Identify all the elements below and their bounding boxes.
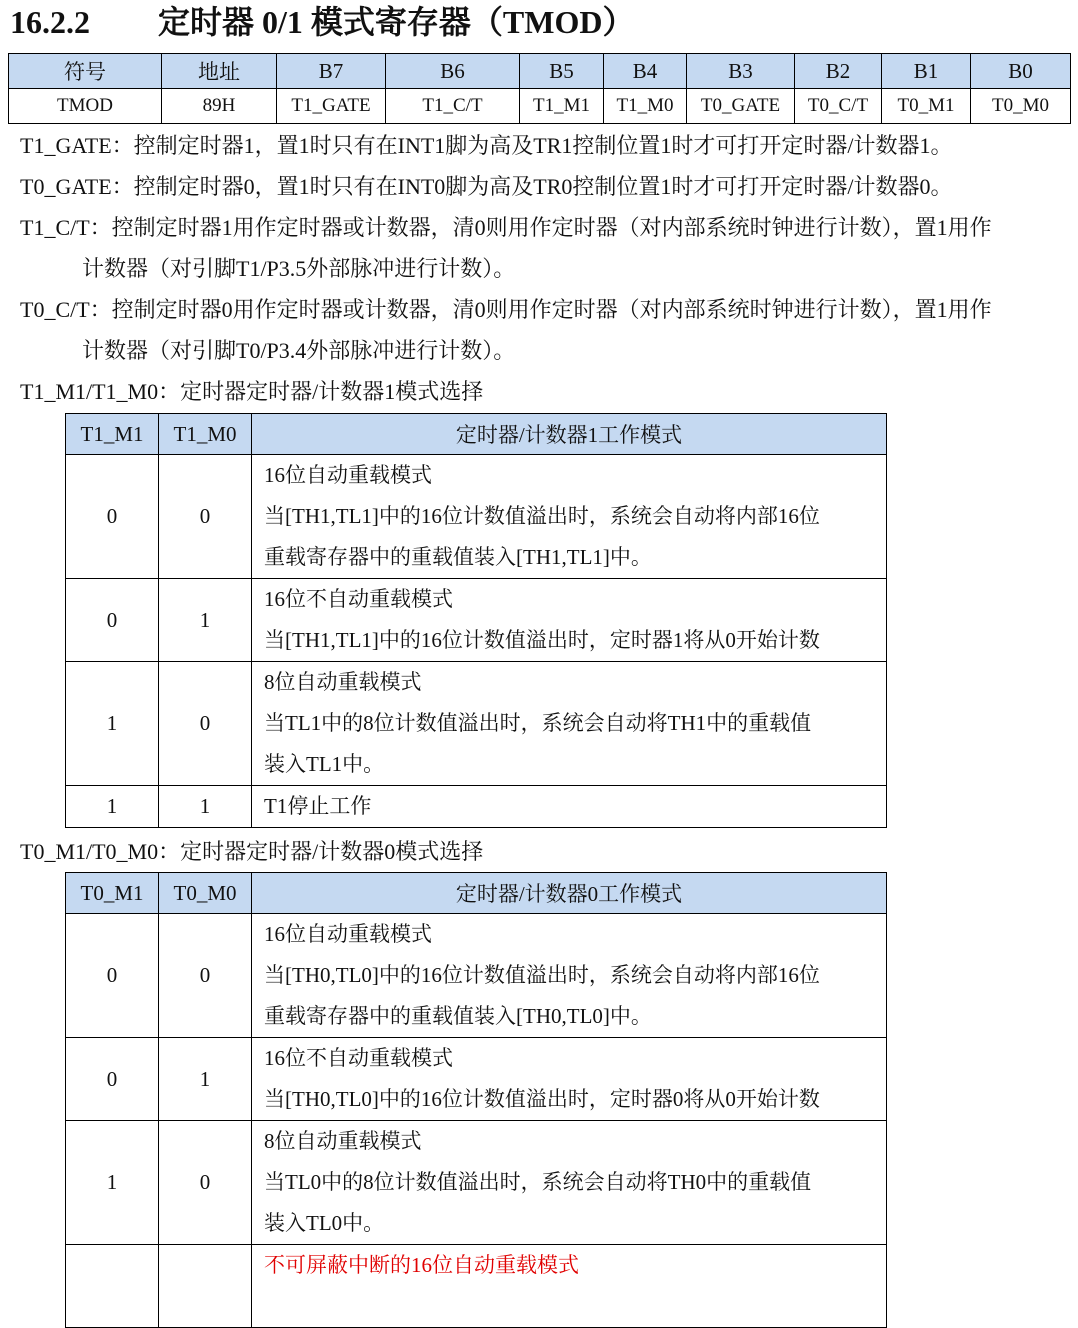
mode-detail: 当[TH1,TL1]中的16位计数值溢出时，定时器1将从0开始计数 <box>264 628 820 652</box>
m0-cell: 1 <box>159 579 252 662</box>
m1-cell: 0 <box>66 1038 159 1121</box>
register-header-cell: B7 <box>277 54 386 89</box>
mode-detail: 当[TH0,TL0]中的16位计数值溢出时，系统会自动将内部16位 <box>264 963 820 987</box>
mode-detail: 装入TL1中。 <box>264 752 385 776</box>
mode-name: 16位不自动重载模式 <box>264 1046 453 1070</box>
table-row <box>66 1121 887 1245</box>
table-row <box>66 579 887 662</box>
mode-detail: 装入TL0中。 <box>264 1211 385 1235</box>
m1-cell: 0 <box>66 455 159 579</box>
mode-name: T1停止工作 <box>264 794 372 818</box>
register-header-cell: B4 <box>604 54 687 89</box>
bit-descriptions <box>20 125 1065 412</box>
table-row <box>66 455 887 579</box>
register-value-cell: T1_M0 <box>604 89 687 124</box>
mode-cell <box>252 579 887 662</box>
m0-cell: 0 <box>159 1121 252 1245</box>
m0-cell <box>159 1245 252 1328</box>
mode-name: 8位自动重载模式 <box>264 670 422 694</box>
mode-name: 16位自动重载模式 <box>264 463 432 487</box>
table-row <box>66 1038 887 1121</box>
t1-ct-description-cont: 计数器（对引脚T1/P3.5外部脉冲进行计数）。 <box>82 256 516 281</box>
t1-mode-table <box>65 413 887 828</box>
register-header-cell: 地址 <box>162 54 277 89</box>
m0-cell: 0 <box>159 662 252 786</box>
section-title: 定时器 0/1 模式寄存器（TMOD） <box>158 4 635 40</box>
m1-cell: 1 <box>66 662 159 786</box>
t1-mode-header-row <box>66 414 887 455</box>
register-value-cell: 89H <box>162 89 277 124</box>
section-number: 16.2.2 <box>10 4 90 40</box>
t0-mode-table <box>65 872 887 1328</box>
register-header-cell: B5 <box>520 54 604 89</box>
register-value-cell: T1_GATE <box>277 89 386 124</box>
table-row <box>66 786 887 828</box>
m0-cell: 1 <box>159 1038 252 1121</box>
mode-detail: 重载寄存器中的重载值装入[TH1,TL1]中。 <box>264 545 652 569</box>
t0-ct-description-cont: 计数器（对引脚T0/P3.4外部脉冲进行计数）。 <box>82 338 516 363</box>
mode-cell <box>252 786 887 828</box>
t1-m0-header: T1_M0 <box>159 414 252 455</box>
t1-m1-header: T1_M1 <box>66 414 159 455</box>
register-value-row <box>9 89 1071 124</box>
m1-cell: 0 <box>66 579 159 662</box>
mode-cell <box>252 914 887 1038</box>
t0-mode-caption: T0_M1/T0_M0：定时器定时器/计数器0模式选择 <box>20 839 484 864</box>
m1-cell: 1 <box>66 1121 159 1245</box>
m0-cell: 1 <box>159 786 252 828</box>
register-header-cell: 符号 <box>9 54 162 89</box>
mode-name: 16位不自动重载模式 <box>264 587 453 611</box>
t0-caption-block <box>20 831 1065 872</box>
t0-ct-description: T0_C/T：控制定时器0用作定时器或计数器，清0则用作定时器（对内部系统时钟进行计数），置1用作 <box>20 297 992 322</box>
m0-cell: 0 <box>159 455 252 579</box>
mode-detail: 当[TH1,TL1]中的16位计数值溢出时，系统会自动将内部16位 <box>264 504 820 528</box>
register-header-cell: B2 <box>795 54 882 89</box>
register-value-cell: T1_M1 <box>520 89 604 124</box>
register-value-cell: T0_M0 <box>971 89 1071 124</box>
table-row <box>66 914 887 1038</box>
register-value-cell: T1_C/T <box>386 89 520 124</box>
register-header-cell: B1 <box>882 54 971 89</box>
register-value-cell: T0_M1 <box>882 89 971 124</box>
t0-gate-description: T0_GATE：控制定时器0，置1时只有在INT0脚为高及TR0控制位置1时才可打开定时器/计数器0。 <box>20 174 953 199</box>
t1-mode-header: 定时器/计数器1工作模式 <box>252 414 887 455</box>
mode-cell <box>252 455 887 579</box>
mode-detail: 重载寄存器中的重载值装入[TH0,TL0]中。 <box>264 1004 652 1028</box>
m1-cell <box>66 1245 159 1328</box>
register-value-cell: T0_GATE <box>687 89 795 124</box>
mode-cell <box>252 1038 887 1121</box>
mode-name: 8位自动重载模式 <box>264 1129 422 1153</box>
mode-name-highlighted: 不可屏蔽中断的16位自动重载模式 <box>264 1253 579 1277</box>
t0-mode-header-row <box>66 873 887 914</box>
register-header-cell: B6 <box>386 54 520 89</box>
register-value-cell: T0_C/T <box>795 89 882 124</box>
m1-cell: 0 <box>66 914 159 1038</box>
t0-m0-header: T0_M0 <box>159 873 252 914</box>
t1-ct-description: T1_C/T：控制定时器1用作定时器或计数器，清0则用作定时器（对内部系统时钟进行计数），置1用作 <box>20 215 992 240</box>
t0-mode-header: 定时器/计数器0工作模式 <box>252 873 887 914</box>
t1-gate-description: T1_GATE：控制定时器1，置1时只有在INT1脚为高及TR1控制位置1时才可打开定时器/计数器1。 <box>20 133 953 158</box>
register-value-cell: TMOD <box>9 89 162 124</box>
t0-m1-header: T0_M1 <box>66 873 159 914</box>
mode-cell <box>252 1121 887 1245</box>
m1-cell: 1 <box>66 786 159 828</box>
section-heading <box>10 0 634 44</box>
register-header-row <box>9 54 1071 89</box>
table-row <box>66 662 887 786</box>
register-header-cell: B3 <box>687 54 795 89</box>
mode-cell <box>252 1245 887 1328</box>
mode-cell <box>252 662 887 786</box>
mode-detail: 当TL1中的8位计数值溢出时，系统会自动将TH1中的重载值 <box>264 711 812 735</box>
mode-name: 16位自动重载模式 <box>264 922 432 946</box>
m0-cell: 0 <box>159 914 252 1038</box>
table-row <box>66 1245 887 1328</box>
register-header-cell: B0 <box>971 54 1071 89</box>
mode-detail: 当TL0中的8位计数值溢出时，系统会自动将TH0中的重载值 <box>264 1170 812 1194</box>
register-table <box>8 53 1071 124</box>
mode-detail: 当[TH0,TL0]中的16位计数值溢出时，定时器0将从0开始计数 <box>264 1087 820 1111</box>
mode-detail-cut-off <box>264 1286 876 1327</box>
t1-mode-caption: T1_M1/T1_M0：定时器定时器/计数器1模式选择 <box>20 379 484 404</box>
